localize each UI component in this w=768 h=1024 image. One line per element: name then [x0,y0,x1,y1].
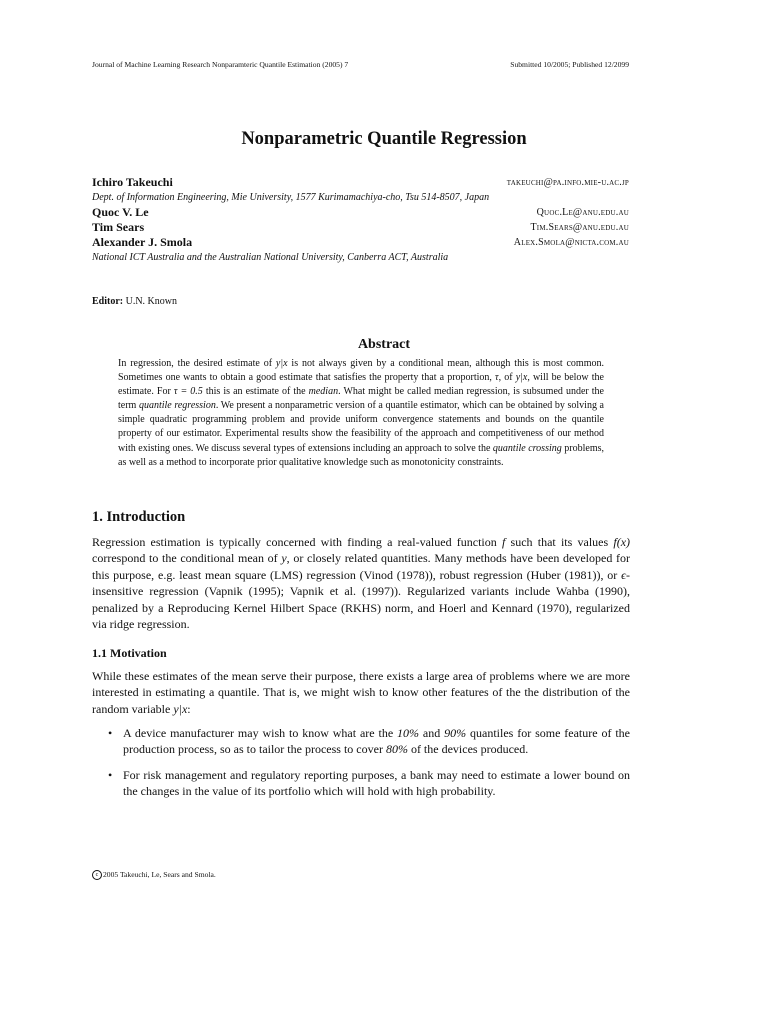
intro-paragraph [92,534,630,632]
body-text: correspond to the conditional mean of [92,551,282,566]
math-inline: y|x [173,701,188,716]
math-inline: y|x [515,372,528,384]
body-text: For risk management and regulatory reporting purposes, a bank may need to estimate a lower bound on the changes in the value of its portfolio which will hold with high probability. [123,768,630,799]
body-text: A device manufacturer may wish to know what are the [123,726,398,740]
copyright-symbol: c [92,870,102,880]
body-text: of the devices produced. [407,742,529,757]
bullet-marker: • [108,768,113,782]
abstract-text: . What might be called median regression, is subsumed under the term [118,386,604,412]
copyright-text: 2005 Takeuchi, Le, Sears and Smola. [103,870,216,879]
abstract-body [118,357,604,470]
body-text: Regression estimation is typically concerned with finding a real-valued function [92,535,502,549]
math-inline: τ [495,372,499,384]
math-inline: ϵ [621,567,626,582]
author-email[interactable]: takeuchi@pa.info.mie-u.ac.jp [506,177,629,188]
author-email[interactable]: Tim.Sears@anu.edu.au [530,222,629,233]
body-text: quantiles for some feature of the production process, so as to tailor the process to cover [123,726,631,757]
list-item [92,725,630,758]
body-text: such that its values [505,535,614,549]
abstract-heading: Abstract [357,337,411,352]
author-email[interactable]: Quoc.Le@anu.edu.au [536,207,629,218]
body-text: -insensitive regression (Vapnik (1995); Vapnik et al. (1997)). Regularized variants include Wahba (1990), penalized by a Reproducing Kernel Hilbert Space (RKHS) norm, and Hoerl and Kennard (1970), regularized via ridge regression. [92,567,630,632]
affiliation: National ICT Australia and the Australian National University, Canberra ACT, Australia [92,252,449,263]
abstract-text: , of [498,372,516,384]
emphasis: median [308,386,339,398]
math-inline: 10% [397,726,420,740]
abstract-text: , will be below the estimate. For [118,372,604,398]
abstract-text: is not always given by a conditional mean, although this is most common. Sometimes one wants to obtain a good estimate that satisfies the property that a proportion, [118,358,604,384]
running-header-right: Submitted 10/2005; Published 12/2099 [510,60,629,69]
author-name: Alexander J. Smola [92,235,193,249]
emphasis: quantile regression [138,400,216,412]
body-text: While these estimates of the mean serve their purpose, there exists a large area of problems where we are more interested in estimating a quantile. That is, we might wish to know other features of the the distribution of the random variable [92,669,630,716]
subsection-heading: 1.1 Motivation [92,646,167,660]
abstract-text: problems, as well as a method to incorporate prior qualitative knowledge such as monotonicity constraints. [118,442,604,468]
math-inline: τ = 0.5 [173,386,203,398]
running-header-left: Journal of Machine Learning Research Nonparamteric Quantile Estimation (2005) 7 [92,60,349,69]
author-name: Quoc V. Le [92,205,149,219]
copyright-footer [92,870,216,880]
body-text: : [187,701,191,716]
emphasis: quantile crossing [492,442,562,454]
abstract-text: . We present a nonparametric version of a quantile estimator, which can be obtained by solving a simple quadratic programming problem and provide uniform convergence statements and bounds on the quantile property of our estimator. Experimental results show the feasibility of the approach and competitiveness of our method with existing ones. We discuss several types of extensions including an approach to solve the [118,400,604,454]
motivation-paragraph [92,668,630,717]
editor-line [92,296,177,307]
author-name: Tim Sears [92,220,145,234]
math-inline: y|x [275,358,288,369]
author-name: Ichiro Takeuchi [92,175,173,189]
affiliation: Dept. of Information Engineering, Mie University, 1577 Kurimamachiya-cho, Tsu 514-8507, Japan [92,192,490,203]
bullet-marker: • [108,726,113,740]
editor-name: U.N. Known [125,296,177,307]
list-item [92,767,630,800]
math-inline: y [281,551,287,566]
abstract-text: this is an estimate of the [202,386,309,398]
math-inline: f [501,535,506,549]
paper-title: Nonparametric Quantile Regression [241,129,527,149]
math-inline: 80% [385,742,408,757]
math-inline: f(x) [613,535,631,549]
abstract-text: In regression, the desired estimate of [118,358,276,369]
body-text: , or closely related quantities. Many methods have been developed for this purpose, e.g. least mean square (LMS) regression (Vinod (1978)), robust regression (Huber (1981)), or [92,551,630,582]
math-inline: 90% [444,726,467,740]
body-text: and [419,726,445,740]
author-email[interactable]: Alex.Smola@nicta.com.au [513,237,629,248]
editor-label: Editor: [92,296,124,307]
section-heading: 1. Introduction [92,509,186,525]
